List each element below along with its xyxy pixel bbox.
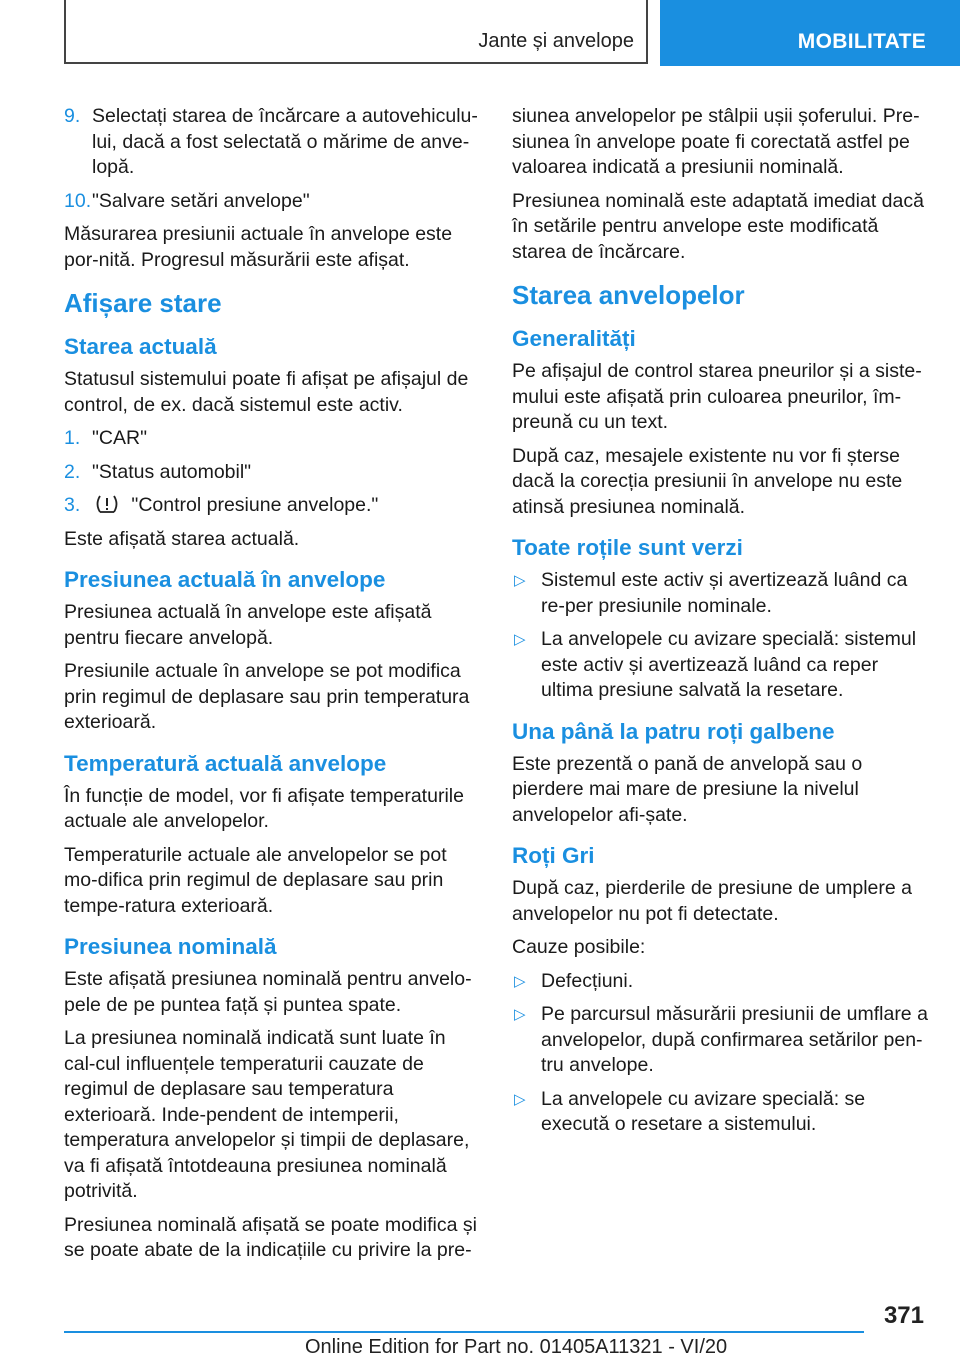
- bullet-item: [512, 969, 928, 995]
- paragraph: În funcție de model, vor fi afișate temperaturile actuale ale anvelopelor.: [64, 784, 464, 832]
- paragraph: Presiunea actuală în anvelope este afișată pentru fiecare anvelopă.: [64, 601, 432, 649]
- page-number: 371: [883, 1302, 924, 1329]
- paragraph: La presiunea nominală indicată sunt luate în cal-cul influențele temperaturii cauzate de regimul de deplasare sau temperatura exterioară. Inde-pendent de intemperii, temperatura anvelopelor și timpii de deplasare, va fi afișată întotdeauna presiunea nominală potrivită.: [64, 1027, 470, 1202]
- tire-pressure-warning-icon: [94, 494, 120, 514]
- bullet-text: La anvelopele cu avizare specială: se execută o resetare a sistemului.: [541, 1087, 866, 1135]
- header-chapter-box: [64, 0, 648, 64]
- heading-temperatura-actuala: Temperatură actuală anvelope: [64, 750, 387, 776]
- paragraph: Este prezentă o pană de anvelopă sau o pierdere mai mare de presiune la nivelul anvelopelor afi-șate.: [512, 752, 863, 826]
- paragraph: Temperaturile actuale ale anvelopelor se pot mo-difica prin regimul de deplasare sau prin tempe-ratura exterioară.: [64, 843, 447, 917]
- heading-presiunea-actuala: Presiunea actuală în anvelope: [64, 567, 386, 592]
- heading-afisare-stare: Afișare stare: [64, 288, 222, 318]
- bullet-item: [512, 568, 928, 619]
- bullet-text: Pe parcursul măsurării presiunii de umflare a anvelopelor, după confirmarea setărilor pen-tru anvelope.: [541, 1003, 928, 1076]
- right-column: [512, 104, 928, 1146]
- list-number: 10.: [64, 189, 92, 212]
- paragraph: Statusul sistemului poate fi afișat pe afișajul de control, de ex. dacă sistemul este activ.: [64, 368, 469, 416]
- footer-divider: [64, 1331, 864, 1333]
- bullet-item: [512, 1002, 928, 1079]
- header-chapter-title: Jante și anvelope: [478, 30, 634, 52]
- heading-starea-actuala: Starea actuală: [64, 334, 217, 359]
- paragraph: După caz, mesajele existente nu vor fi șterse dacă la corecția presiunii în anvelope nu este atinsă presiunea nominală.: [512, 444, 903, 518]
- paragraph: Cauze posibile:: [512, 936, 646, 958]
- heading-generalitati: Generalități: [512, 326, 636, 351]
- paragraph: Presiunea nominală este adaptată imediat dacă în setările pentru anvelope este modificată starea de încărcare.: [512, 189, 924, 263]
- paragraph: Este afișată presiunea nominală pentru anvelo-pele de pe puntea față și puntea spate.: [64, 968, 472, 1016]
- bullet-text: La anvelopele cu avizare specială: sistemul este activ și avertizează luând ca reper ultima presiune salvată la resetare.: [541, 628, 917, 701]
- list-number: 2.: [64, 460, 81, 483]
- paragraph: Presiunea nominală afișată se poate modifica și se poate abate de la indicațiile cu privire la pre-: [64, 1213, 477, 1261]
- bullet-item: [512, 1087, 928, 1138]
- heading-roti-verzi: Toate roțile sunt verzi: [512, 535, 743, 560]
- header-section-label: MOBILITATE: [797, 30, 926, 53]
- triangle-bullet-icon: ▷: [514, 572, 526, 589]
- bullet-item: [512, 627, 928, 704]
- list-text: "Control presiune anvelope.": [131, 494, 379, 516]
- paragraph: Este afișată starea actuală.: [64, 527, 300, 550]
- heading-roti-gri: Roți Gri: [512, 843, 595, 868]
- list-number: 1.: [64, 427, 81, 449]
- list-item: [64, 493, 480, 519]
- paragraph: Presiunile actuale în anvelope se pot modifica prin regimul de deplasare sau prin temperatura exterioară.: [64, 660, 470, 733]
- paragraph: siunea anvelopelor pe stâlpii ușii șoferului. Pre-siunea în anvelope poate fi corectată astfel pe valoarea indicată a presiunii nominală.: [512, 105, 920, 178]
- triangle-bullet-icon: ▷: [514, 1090, 526, 1108]
- list-text: "CAR": [92, 427, 148, 449]
- list-item: [64, 104, 480, 181]
- list-text: "Salvare setări anvelope": [92, 189, 310, 212]
- list-item: [64, 426, 480, 452]
- bullet-text: Sistemul este activ și avertizează luând ca re-per presiunile nominale.: [541, 569, 908, 617]
- paragraph: Măsurarea presiunii actuale în anvelope este por-nită. Progresul măsurării este afișat.: [64, 223, 453, 271]
- list-item: [64, 460, 480, 486]
- triangle-bullet-icon: ▷: [514, 972, 526, 990]
- triangle-bullet-icon: ▷: [514, 631, 526, 648]
- header-section-tab: [660, 0, 960, 66]
- triangle-bullet-icon: ▷: [514, 1006, 526, 1023]
- heading-presiunea-nominala: Presiunea nominală: [64, 934, 277, 959]
- left-column: [64, 104, 480, 1272]
- heading-starea-anvelopelor: Starea anvelopelor: [512, 280, 745, 310]
- footer-edition-text: Online Edition for Part no. 01405A11321 - VI/20: [305, 1336, 728, 1358]
- list-number: 9.: [64, 105, 81, 127]
- heading-roti-galbene: Una până la patru roți galbene: [512, 718, 835, 744]
- list-text: "Status automobil": [92, 460, 252, 483]
- list-text: Selectați starea de încărcare a autovehiculu-lui, dacă a fost selectată o mărime de anve-lopă.: [92, 105, 478, 178]
- paragraph: După caz, pierderile de presiune de umplere a anvelopelor nu pot fi detectate.: [512, 877, 912, 925]
- paragraph: Pe afișajul de control starea pneurilor și a siste-mului este afișată prin culoarea pneurilor, îm-preună cu un text.: [512, 360, 922, 433]
- list-number: 3.: [64, 494, 81, 516]
- bullet-text: Defecțiuni.: [541, 969, 634, 992]
- list-item: [64, 189, 480, 215]
